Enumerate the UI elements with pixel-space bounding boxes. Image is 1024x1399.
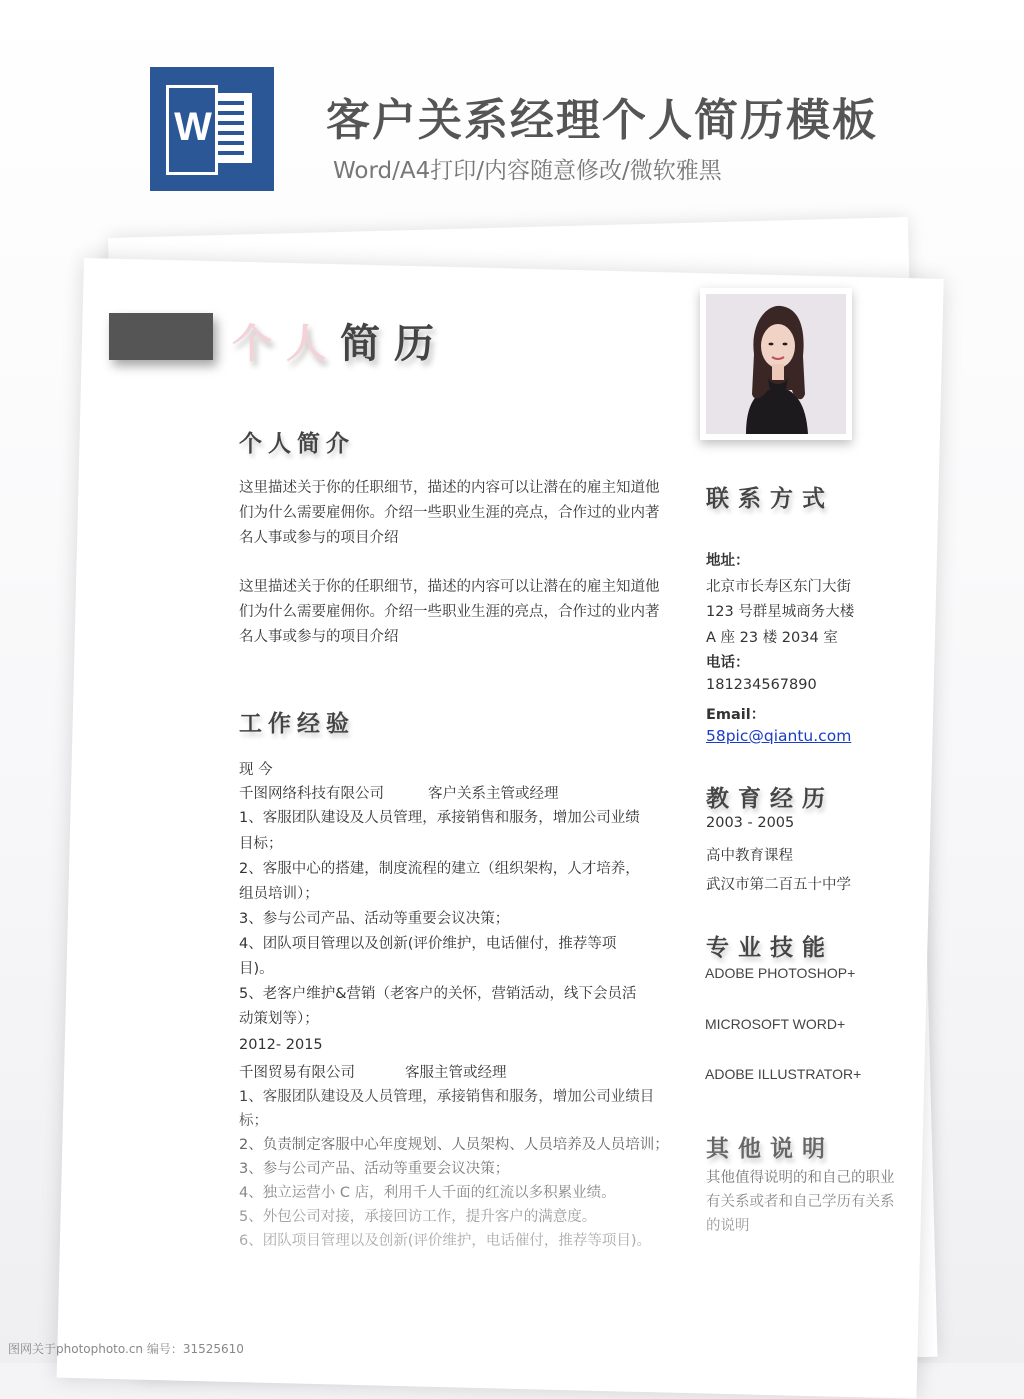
resume-title-dark: 简历 (340, 321, 448, 367)
intro-heading: 个人简介 (239, 431, 355, 457)
address-label: 地址： (706, 553, 750, 569)
page-subtitle: Word/A4打印/内容随意修改/微软雅黑 (333, 158, 722, 184)
intro-paragraph-1: 这里描述关于你的任职细节，描述的内容可以让潜在的雇主知道他们为什么需要雇佣你。介绍一些职业生涯的亮点，合作过的业内著名人事或参与的项目介绍 (239, 480, 660, 546)
profile-photo (700, 288, 852, 440)
skills-heading: 专业技能 (706, 935, 834, 961)
watermark-text: 图网关于photophoto.cn 编号：31525610 (8, 1342, 244, 1356)
job2-line: 5、外包公司对接，承接回访工作，提升客户的满意度。 (239, 1209, 597, 1225)
job1-company: 千图网络科技有限公司 (239, 786, 384, 802)
portrait-image (706, 294, 846, 434)
education-school: 武汉市第二百五十中学 (706, 877, 851, 893)
job1-line: 4、团队项目管理以及创新(评价维护，电话催付，推荐等项 (239, 936, 617, 952)
phone-value: 181234567890 (706, 677, 817, 693)
education-period: 2003 - 2005 (706, 815, 795, 831)
logo-letter: W (174, 105, 212, 149)
skill-item: ADOBE ILLUSTRATOR+ (705, 1066, 862, 1082)
job1-line: 目)。 (239, 961, 274, 977)
title-accent-bar (109, 313, 213, 360)
job2-line: 标； (239, 1113, 268, 1129)
address-line: 123 号群星城商务大楼 (706, 604, 855, 620)
word-logo-icon (150, 67, 274, 191)
other-line: 其他值得说明的和自己的职业 (706, 1170, 895, 1186)
page-title: 客户关系经理个人简历模板 (326, 95, 878, 146)
job2-position: 客服主管或经理 (405, 1065, 507, 1081)
job2-line: 4、独立运营小 C 店，利用千人千面的红流以多积累业绩。 (239, 1185, 616, 1201)
address-line: A 座 23 楼 2034 室 (706, 630, 838, 646)
intro-paragraph-2: 这里描述关于你的任职细节，描述的内容可以让潜在的雇主知道他们为什么需要雇佣你。介绍一些职业生涯的亮点，合作过的业内著名人事或参与的项目介绍 (239, 579, 660, 645)
skill-item: ADOBE PHOTOSHOP+ (705, 965, 856, 981)
skill-item: MICROSOFT WORD+ (705, 1016, 846, 1032)
job1-line: 动策划等）； (239, 1011, 319, 1027)
other-line: 的说明 (706, 1218, 750, 1234)
resume-title (232, 312, 448, 369)
job1-line: 组员培训）； (239, 886, 319, 902)
job2-line: 2、负责制定客服中心年度规划、人员架构、人员培养及人员培训； (239, 1137, 669, 1153)
job1-line: 2、客服中心的搭建，制度流程的建立（组织架构，人才培养， (239, 861, 640, 877)
job1-period: 现 今 (239, 762, 273, 778)
job1-line: 1、客服团队建设及人员管理，承接销售和服务，增加公司业绩 (239, 810, 640, 826)
job1-line: 3、参与公司产品、活动等重要会议决策； (239, 911, 510, 927)
education-heading: 教育经历 (706, 786, 834, 812)
job2-line: 3、参与公司产品、活动等重要会议决策； (239, 1161, 510, 1177)
job1-position: 客户关系主管或经理 (428, 786, 559, 802)
contact-heading: 联系方式 (706, 486, 834, 512)
job2-line: 1、客服团队建设及人员管理，承接销售和服务，增加公司业绩目 (239, 1089, 655, 1105)
email-label: Email： (706, 707, 766, 723)
work-heading: 工作经验 (239, 711, 355, 737)
job2-company: 千图贸易有限公司 (239, 1065, 355, 1081)
job2-period: 2012- 2015 (239, 1037, 323, 1053)
job2-line: 6、团队项目管理以及创新(评价维护，电话催付，推荐等项目)。 (239, 1233, 652, 1249)
job1-line: 目标； (239, 836, 283, 852)
resume-title-pale: 个人 (232, 321, 340, 367)
education-course: 高中教育课程 (706, 848, 793, 864)
address-line: 北京市长寿区东门大街 (706, 579, 851, 595)
other-heading: 其他说明 (706, 1136, 834, 1162)
phone-label: 电话： (706, 655, 750, 671)
email-link[interactable]: 58pic@qiantu.com (706, 727, 852, 745)
job1-line: 5、老客户维护&营销（老客户的关怀，营销活动，线下会员活 (239, 986, 637, 1002)
other-line: 有关系或者和自己学历有关系 (706, 1194, 895, 1210)
